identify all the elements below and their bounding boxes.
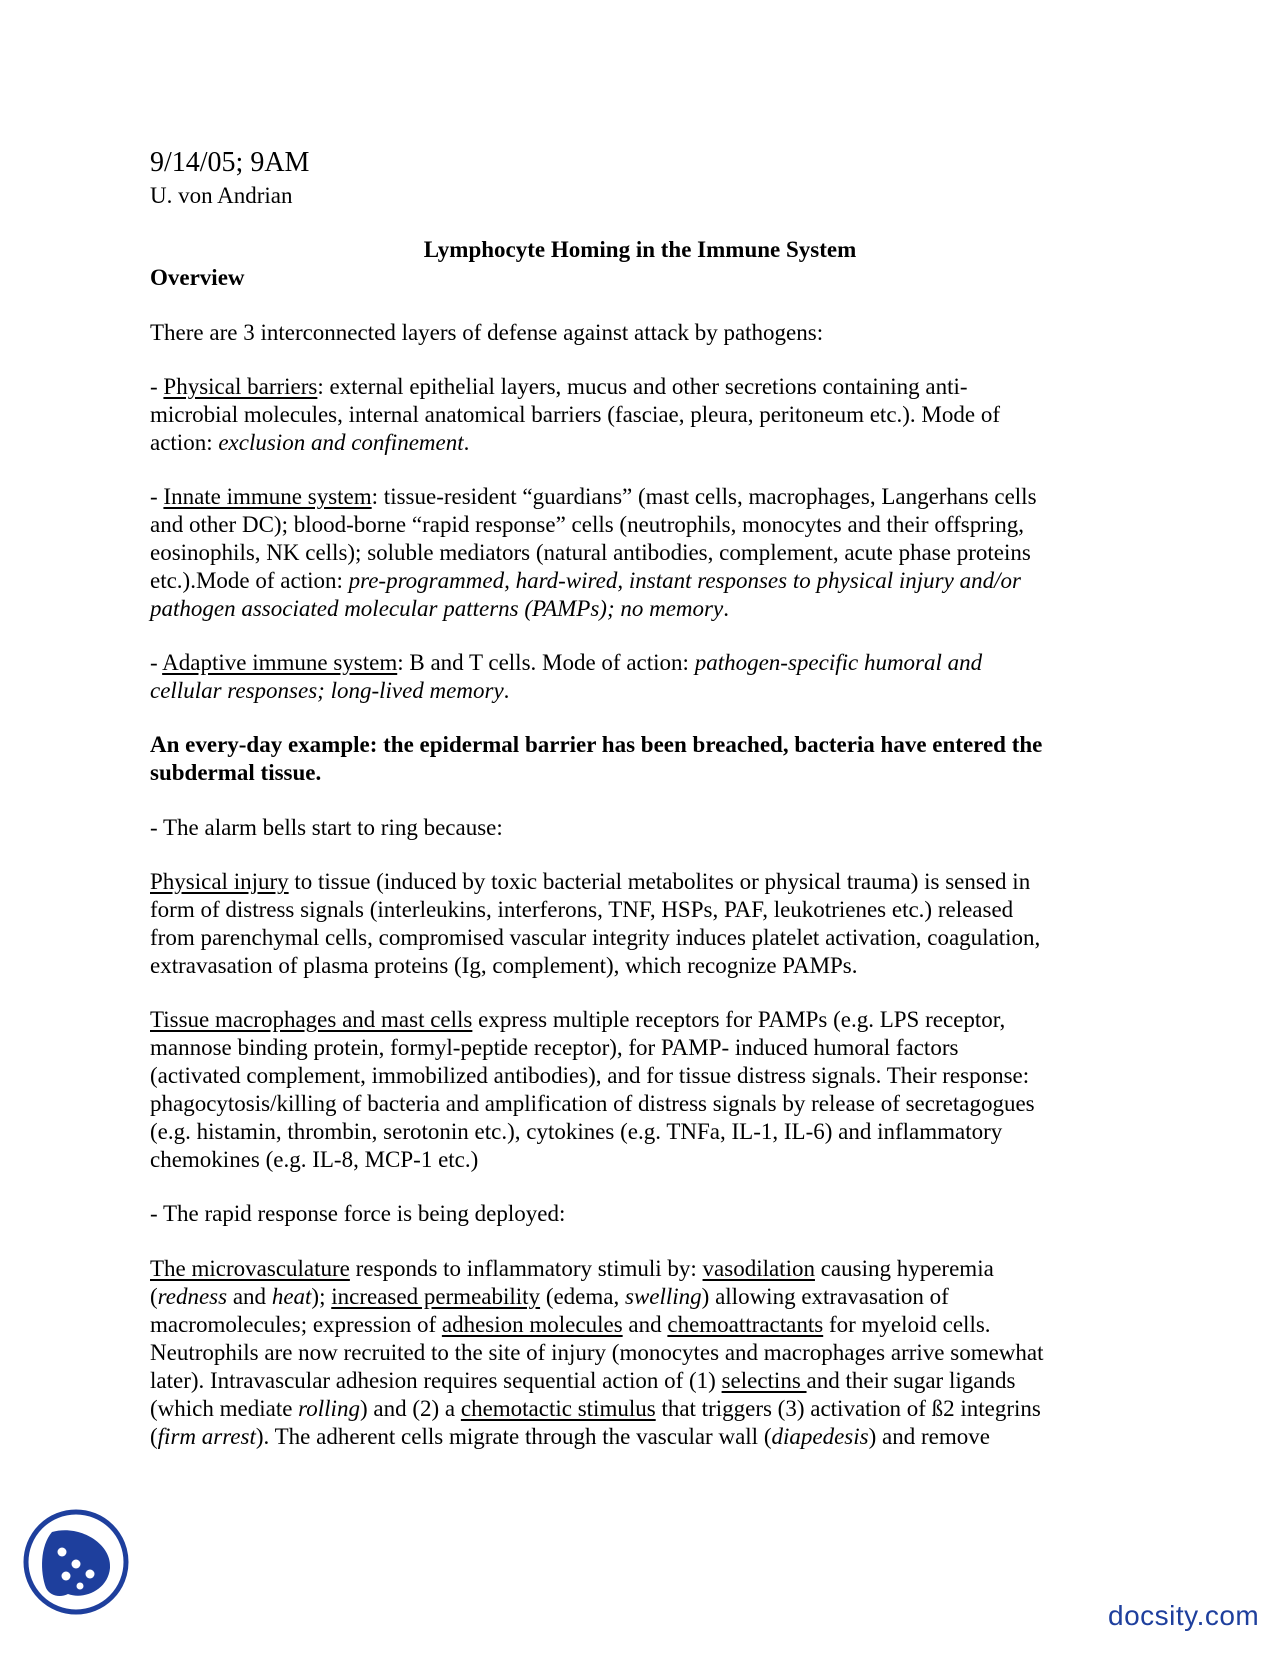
innate-line-4: etc.).Mode of action: pre-programmed, hard-wired, instant responses to physical injury and/or <box>150 568 1021 593</box>
macrophages-line-1: Tissue macrophages and mast cells express multiple receptors for PAMPs (e.g. LPS receptor, <box>150 1007 1006 1032</box>
injury-line-4: extravasation of plasma proteins (Ig, complement), which recognize PAMPs. <box>150 953 858 978</box>
injury-line-3: from parenchymal cells, compromised vascular integrity induces platelet activation, coagulation, <box>150 925 1041 950</box>
macrophages-line-6: chemokines (e.g. IL-8, MCP-1 etc.) <box>150 1147 479 1172</box>
micro-line-1: The microvasculature responds to inflammatory stimuli by: vasodilation causing hyperemia <box>150 1256 994 1281</box>
macrophages-line-5: (e.g. histamin, thrombin, serotonin etc.), cytokines (e.g. TNFa, IL-1, IL-6) and inflammatory <box>150 1119 1003 1144</box>
intro-paragraph: There are 3 interconnected layers of defense against attack by pathogens: <box>150 320 824 345</box>
innate-line-2: and other DC); blood-borne “rapid response” cells (neutrophils, monocytes and their offspring, <box>150 512 1024 537</box>
innate-line-3: eosinophils, NK cells); soluble mediators (natural antibodies, complement, acute phase proteins <box>150 540 1031 565</box>
physical-barriers-line-1: - Physical barriers: external epithelial layers, mucus and other secretions containing anti- <box>150 374 968 399</box>
docsity-brand-link[interactable]: docsity.com <box>1108 1600 1260 1631</box>
innate-line-5: pathogen associated molecular patterns (PAMPs); no memory. <box>150 596 729 621</box>
physical-barriers-term: Physical barriers <box>163 374 318 399</box>
physical-barriers-line-2: microbial molecules, internal anatomical barriers (fasciae, pleura, peritoneum etc.). Mode of <box>150 402 1001 427</box>
micro-line-5: later). Intravascular adhesion requires sequential action of (1) selectins and their sugar ligands <box>150 1368 1016 1393</box>
macrophages-line-3: (activated complement, immobilized antibodies), and for tissue distress signals. Their response: <box>150 1063 1030 1088</box>
example-heading-line-2: subdermal tissue. <box>150 760 322 785</box>
physical-injury-term: Physical injury <box>150 869 289 894</box>
innate-immune-term: Innate immune system <box>163 484 372 509</box>
micro-line-7: (firm arrest). The adherent cells migrate through the vascular wall (diapedesis) and remove <box>150 1424 990 1449</box>
macrophages-term: Tissue macrophages and mast cells <box>150 1007 473 1032</box>
adaptive-immune-term: Adaptive immune system <box>162 650 398 675</box>
innate-line-1: - Innate immune system: tissue-resident “guardians” (mast cells, macrophages, Langerhans cells <box>150 484 1037 509</box>
micro-line-4: Neutrophils are now recruited to the site of injury (monocytes and macrophages arrive somewhat <box>150 1340 1044 1365</box>
docsity-logo-icon[interactable] <box>22 1508 130 1616</box>
macrophages-line-4: phagocytosis/killing of bacteria and amplification of distress signals by release of secretagogues <box>150 1091 1035 1116</box>
micro-line-6: (which mediate rolling) and (2) a chemotactic stimulus that triggers (3) activation of ß2 integrins <box>150 1396 1041 1421</box>
example-heading-line-1: An every-day example: the epidermal barrier has been breached, bacteria have entered the <box>150 732 1043 757</box>
adaptive-line-1: - Adaptive immune system: B and T cells. Mode of action: pathogen-specific humoral and <box>150 650 983 675</box>
injury-line-2: form of distress signals (interleukins, interferons, TNF, HSPs, PAF, leukotrienes etc.) released <box>150 897 1014 922</box>
micro-line-3: macromolecules; expression of adhesion molecules and chemoattractants for myeloid cells. <box>150 1312 991 1337</box>
injury-line-1: Physical injury to tissue (induced by toxic bacterial metabolites or physical trauma) is sensed in <box>150 869 1031 894</box>
macrophages-line-2: mannose binding protein, formyl-peptide receptor), for PAMP- induced humoral factors <box>150 1035 959 1060</box>
physical-barriers-line-3: action: exclusion and confinement. <box>150 430 470 455</box>
overview-heading: Overview <box>150 265 245 290</box>
microvasculature-term: The microvasculature <box>150 1256 350 1281</box>
document-author: U. von Andrian <box>150 183 293 208</box>
document-date: 9/14/05; 9AM <box>150 147 310 178</box>
rapid-line: - The rapid response force is being deployed: <box>150 1201 566 1226</box>
alarm-line: - The alarm bells start to ring because: <box>150 815 503 840</box>
document-title: Lymphocyte Homing in the Immune System <box>423 237 857 262</box>
adaptive-line-2: cellular responses; long-lived memory. <box>150 678 510 703</box>
micro-line-2: (redness and heat); increased permeability (edema, swelling) allowing extravasation of <box>150 1284 949 1309</box>
